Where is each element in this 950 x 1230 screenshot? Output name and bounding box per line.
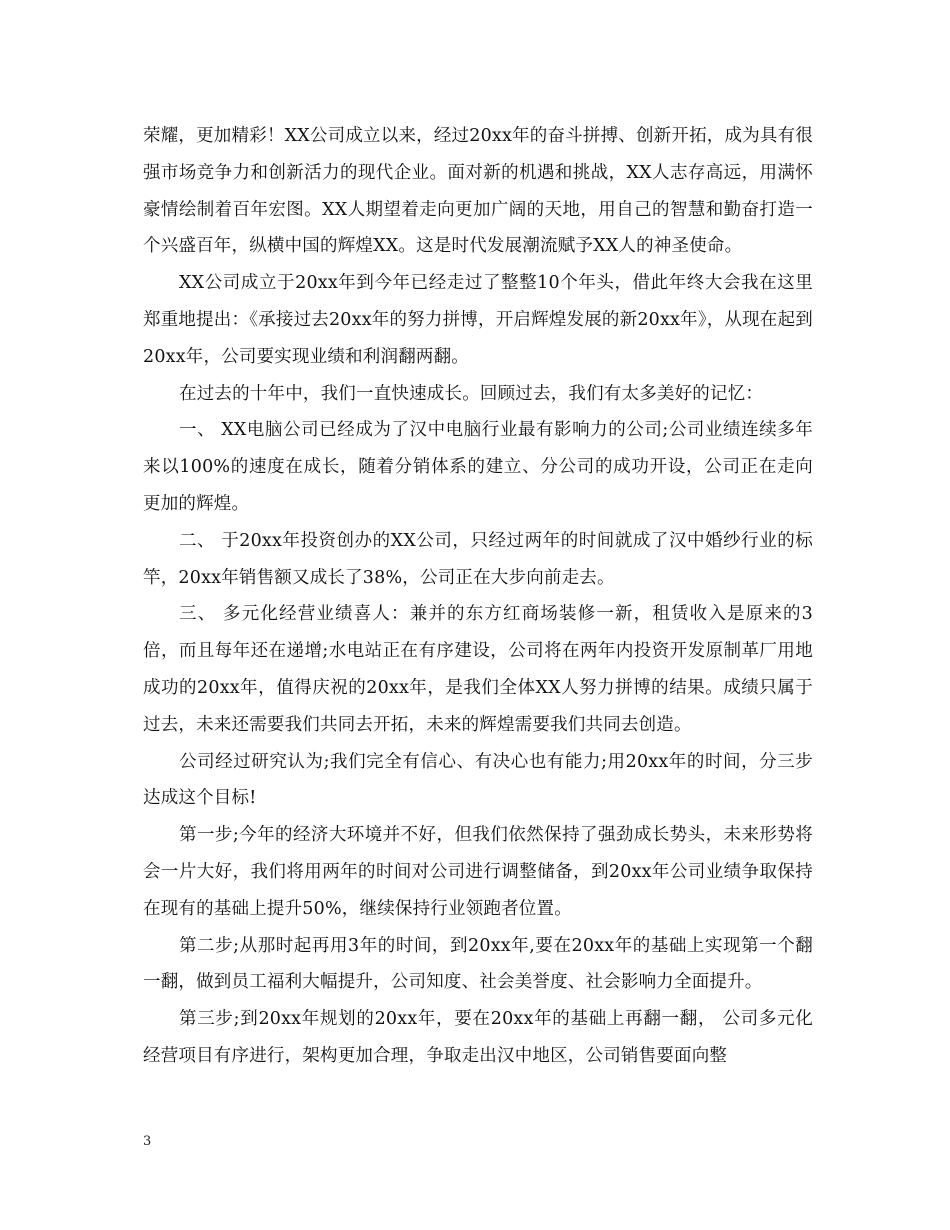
paragraph-5: 二、 于20xx年投资创办的XX公司，只经过两年的时间就成了汉中婚纱行业的标竿，20xx年销售额又成长了38%，公司正在大步向前走去。	[143, 530, 813, 588]
paragraph-9: 第二步;从那时起再用3年的时间，到20xx年,要在20xx年的基础上实现第一个翻一翻，做到员工福利大幅提升，公司知度、社会美誉度、社会影响力全面提升。	[143, 935, 813, 993]
page-number: 3	[143, 1134, 152, 1149]
paragraph-1: 荣耀，更加精彩！XX公司成立以来，经过20xx年的奋斗拼搏、创新开拓，成为具有很强市场竞争力和创新活力的现代企业。面对新的机遇和挑战，XX人志存高远，用满怀豪情绘制着百年宏图。XX人期望着走向更加广阔的天地，用自己的智慧和勤奋打造一个兴盛百年，纵横中国的辉煌XX。这是时代发展潮流赋予XX人的神圣使命。	[143, 126, 813, 257]
paragraph-2: XX公司成立于20xx年到今年已经走过了整整10个年头，借此年终大会我在这里郑重地提出：《承接过去20xx年的努力拼博，开启辉煌发展的新20xx年》，从现在起到20xx年，公司要实现业绩和利润翻两翻。	[143, 273, 813, 367]
paragraph-4: 一、 XX电脑公司已经成为了汉中电脑行业最有影响力的公司;公司业绩连续多年来以100%的速度在成长，随着分销体系的建立、分公司的成功开设，公司正在走向更加的辉煌。	[143, 420, 813, 514]
document-body	[143, 118, 813, 1075]
paragraph-7: 公司经过研究认为;我们完全有信心、有决心也有能力;用20xx年的时间，分三步达成这个目标!	[143, 751, 813, 809]
paragraph-8: 第一步;今年的经济大环境并不好，但我们依然保持了强劲成长势头，未来形势将会一片大好，我们将用两年的时间对公司进行调整储备，到20xx年公司业绩争取保持在现有的基础上提升50%，继续保持行业领跑者位置。	[143, 825, 813, 919]
paragraph-3: 在过去的十年中，我们一直快速成长。回顾过去，我们有太多美好的记忆：	[179, 383, 764, 404]
paragraph-10: 第三步;到20xx年规划的20xx年，要在20xx年的基础上再翻一翻， 公司多元化经营项目有序进行，架构更加合理，争取走出汉中地区，公司销售要面向整	[143, 1009, 813, 1066]
paragraph-6: 三、 多元化经营业绩喜人：兼并的东方红商场装修一新，租赁收入是原来的3倍，而且每年还在递增;水电站正在有序建设，公司将在两年内投资开发原制革厂用地成功的20xx年，值得庆祝的20xx年，是我们全体XX人努力拼博的结果。成绩只属于过去，未来还需要我们共同去开拓，未来的辉煌需要我们共同去创造。	[143, 604, 813, 735]
